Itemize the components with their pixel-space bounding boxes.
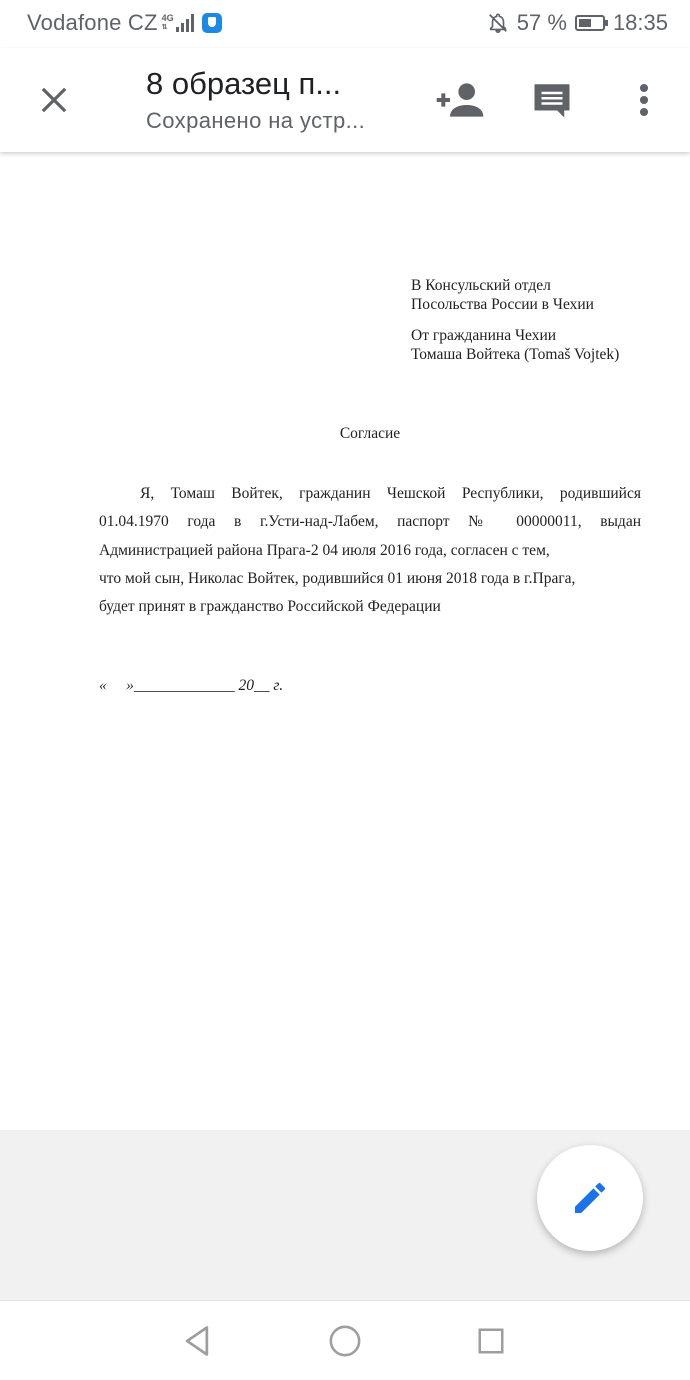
body-line: 01.04.1970 года в г.Усти-над-Лабем, паспорт № 00000011, выдан: [99, 513, 641, 531]
edit-button[interactable]: [537, 1145, 643, 1251]
title-area: [146, 66, 365, 134]
home-button[interactable]: [325, 1321, 365, 1361]
document-view[interactable]: [0, 152, 690, 1130]
signal-icon: [176, 14, 194, 32]
status-bar: [0, 0, 690, 48]
comments-button[interactable]: [526, 74, 578, 126]
edit-pencil-icon: [570, 1178, 610, 1218]
battery-icon: [575, 15, 605, 31]
add-person-icon: [435, 80, 485, 120]
close-icon: [39, 85, 69, 115]
save-status: Сохранено на устр...: [146, 108, 366, 133]
body-line: Администрацией района Прага-2 04 июля 2016 года, согласен с тем,: [99, 541, 550, 559]
app-bar: [0, 48, 690, 152]
sender-line: От гражданина Чехии: [411, 327, 557, 344]
network-type: 4G ⇅: [161, 13, 174, 31]
body-line: будет принят в гражданство Российской Федерации: [99, 598, 441, 616]
document-title: 8 образец п...: [146, 66, 342, 101]
carrier-name: Vodafone CZ: [27, 10, 158, 35]
consent-text: [99, 480, 641, 621]
sender-line: Томаша Войтека (Tomaš Vojtek): [411, 346, 620, 363]
addressee-block: [411, 276, 619, 364]
back-triangle-icon: [182, 1325, 212, 1357]
more-vert-icon: [638, 82, 650, 118]
document-heading: Согласие: [339, 425, 401, 442]
body-line: Я, Томаш Войтек, гражданин Чешской Республики, родившийся: [140, 485, 641, 502]
system-nav-bar: [0, 1300, 690, 1380]
addressee-line: Посольства России в Чехии: [411, 296, 594, 313]
back-button[interactable]: [177, 1321, 217, 1361]
share-button[interactable]: [434, 74, 486, 126]
more-options-button[interactable]: [618, 74, 670, 126]
home-circle-icon: [328, 1324, 362, 1358]
body-line: что мой сын, Николас Войтек, родившийся 01 июня 2018 года в г.Прага,: [99, 569, 576, 587]
close-button[interactable]: [32, 78, 76, 122]
battery-percent: 57 %: [516, 10, 567, 35]
recents-square-icon: [476, 1326, 506, 1356]
clock: 18:35: [612, 10, 668, 35]
date-placeholder: « »_____________ 20__ г.: [99, 677, 284, 694]
comment-icon: [531, 79, 573, 121]
bell-off-icon: [487, 12, 509, 34]
addressee-line: В Консульский отдел: [411, 277, 551, 294]
recents-button[interactable]: [471, 1321, 511, 1361]
shield-icon: [202, 13, 222, 33]
status-left: [27, 10, 222, 36]
status-right: [487, 10, 668, 36]
